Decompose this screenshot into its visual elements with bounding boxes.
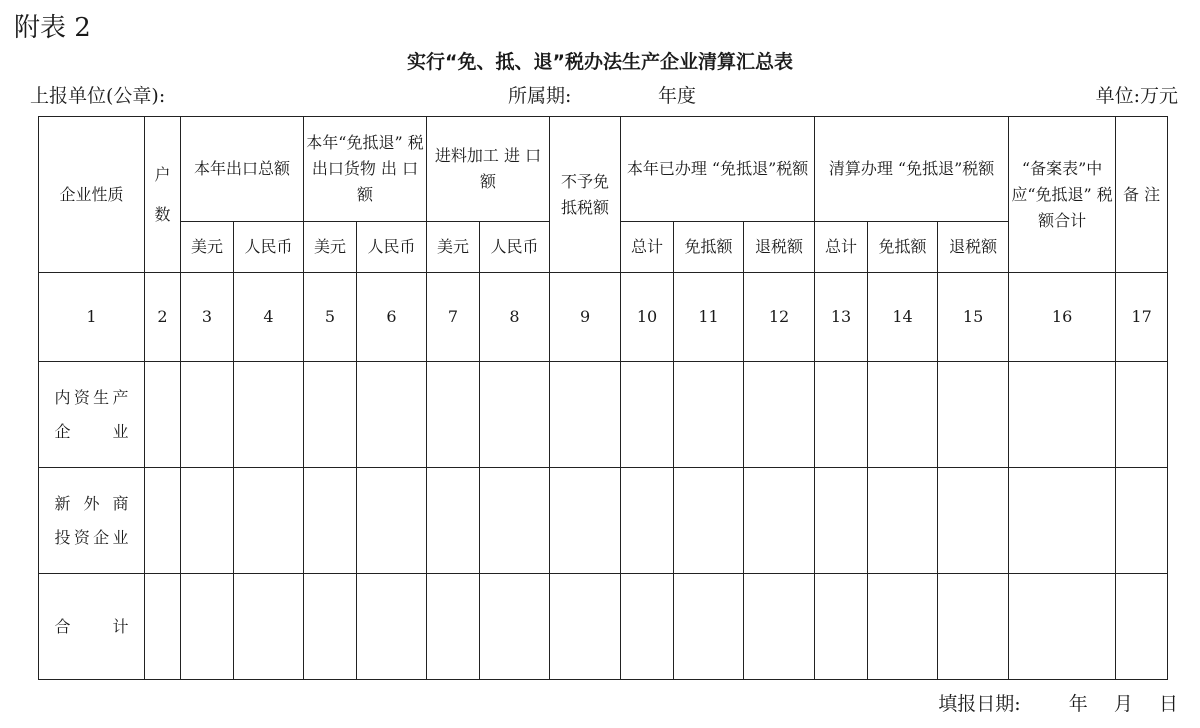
data-cell[interactable] <box>938 574 1009 680</box>
data-cell[interactable] <box>145 362 181 468</box>
data-cell[interactable] <box>868 574 938 680</box>
column-number: 12 <box>744 273 815 362</box>
header-settlement-exempt-offset: 免抵额 <box>868 222 938 273</box>
data-cell[interactable] <box>674 468 744 574</box>
data-cell[interactable] <box>550 362 621 468</box>
column-number: 17 <box>1116 273 1168 362</box>
header-remarks: 备 注 <box>1116 117 1168 273</box>
header-processing-import: 进料加工 进 口 额 <box>427 117 550 222</box>
data-cell[interactable] <box>815 362 868 468</box>
header-no-exemption: 不予免 抵税额 <box>550 117 621 273</box>
data-cell[interactable] <box>234 468 304 574</box>
column-number: 10 <box>621 273 674 362</box>
data-cell[interactable] <box>815 468 868 574</box>
data-cell[interactable] <box>357 362 427 468</box>
header-households: 户数 <box>145 117 181 273</box>
page-title: 实行“免、抵、退”税办法生产企业清算汇总表 <box>407 51 793 73</box>
header-enterprise-type: 企业性质 <box>39 117 145 273</box>
data-cell[interactable] <box>938 468 1009 574</box>
data-cell[interactable] <box>550 574 621 680</box>
data-cell[interactable] <box>868 362 938 468</box>
data-cell[interactable] <box>621 468 674 574</box>
header-settlement: 清算办理 “免抵退”税额 <box>815 117 1009 222</box>
data-cell[interactable] <box>357 574 427 680</box>
data-cell[interactable] <box>1116 362 1168 468</box>
data-cell[interactable] <box>480 362 550 468</box>
data-cell[interactable] <box>427 362 480 468</box>
column-number: 1 <box>39 273 145 362</box>
data-cell[interactable] <box>480 468 550 574</box>
column-number: 14 <box>868 273 938 362</box>
header-mdt-usd: 美元 <box>304 222 357 273</box>
column-number: 13 <box>815 273 868 362</box>
data-cell[interactable] <box>744 362 815 468</box>
row-label-domestic: 内资生产 企 业 <box>39 362 145 468</box>
period-label: 所属期: <box>508 85 572 107</box>
header-filing-total: “备案表”中 应“免抵退” 税额合计 <box>1009 117 1116 273</box>
column-number: 11 <box>674 273 744 362</box>
currency-unit-label: 单位:万元 <box>1095 85 1178 107</box>
header-handled-this-year: 本年已办理 “免抵退”税额 <box>621 117 815 222</box>
settlement-summary-table <box>38 116 1168 680</box>
data-cell[interactable] <box>181 468 234 574</box>
data-cell[interactable] <box>234 362 304 468</box>
data-cell[interactable] <box>304 468 357 574</box>
data-cell[interactable] <box>145 574 181 680</box>
header-export-usd: 美元 <box>181 222 234 273</box>
header-import-usd: 美元 <box>427 222 480 273</box>
data-cell[interactable] <box>480 574 550 680</box>
row-label-total: 合 计 <box>39 574 145 680</box>
data-cell[interactable] <box>304 574 357 680</box>
row-label-foreign: 新 外 商 投资企业 <box>39 468 145 574</box>
data-cell[interactable] <box>744 574 815 680</box>
data-cell[interactable] <box>304 362 357 468</box>
fill-date-year: 年 <box>1068 693 1088 715</box>
data-cell[interactable] <box>357 468 427 574</box>
header-handled-total: 总计 <box>621 222 674 273</box>
column-number: 15 <box>938 273 1009 362</box>
data-cell[interactable] <box>674 362 744 468</box>
data-cell[interactable] <box>181 574 234 680</box>
data-cell[interactable] <box>181 362 234 468</box>
table-row-foreign <box>39 468 1168 574</box>
fill-date-day: 日 <box>1158 693 1178 715</box>
data-cell[interactable] <box>234 574 304 680</box>
table-row-domestic <box>39 362 1168 468</box>
data-cell[interactable] <box>427 468 480 574</box>
column-number: 7 <box>427 273 480 362</box>
header-row-1 <box>39 117 1168 222</box>
data-cell[interactable] <box>1009 468 1116 574</box>
column-number: 4 <box>234 273 304 362</box>
fill-date-month: 月 <box>1113 693 1133 715</box>
data-cell[interactable] <box>868 468 938 574</box>
period-year-label: 年度 <box>658 85 697 107</box>
column-number-row <box>39 273 1168 362</box>
column-number: 8 <box>480 273 550 362</box>
data-cell[interactable] <box>1009 574 1116 680</box>
header-settlement-total: 总计 <box>815 222 868 273</box>
header-handled-exempt-offset: 免抵额 <box>674 222 744 273</box>
column-number: 9 <box>550 273 621 362</box>
data-cell[interactable] <box>1116 574 1168 680</box>
data-cell[interactable] <box>744 468 815 574</box>
header-handled-refund: 退税额 <box>744 222 815 273</box>
header-import-rmb: 人民币 <box>480 222 550 273</box>
data-cell[interactable] <box>674 574 744 680</box>
header-export-rmb: 人民币 <box>234 222 304 273</box>
column-number: 2 <box>145 273 181 362</box>
data-cell[interactable] <box>621 362 674 468</box>
header-export-total: 本年出口总额 <box>181 117 304 222</box>
header-mdt-export: 本年“免抵退” 税出口货物 出 口 额 <box>304 117 427 222</box>
header-mdt-rmb: 人民币 <box>357 222 427 273</box>
data-cell[interactable] <box>145 468 181 574</box>
data-cell[interactable] <box>1009 362 1116 468</box>
fill-date-label: 填报日期: <box>938 693 1021 715</box>
appendix-label: 附表 2 <box>14 13 91 43</box>
column-number: 3 <box>181 273 234 362</box>
data-cell[interactable] <box>815 574 868 680</box>
data-cell[interactable] <box>938 362 1009 468</box>
reporting-unit-label: 上报单位(公章): <box>30 85 166 107</box>
data-cell[interactable] <box>427 574 480 680</box>
data-cell[interactable] <box>621 574 674 680</box>
header-settlement-refund: 退税额 <box>938 222 1009 273</box>
data-cell[interactable] <box>550 468 621 574</box>
column-number: 6 <box>357 273 427 362</box>
column-number: 5 <box>304 273 357 362</box>
data-cell[interactable] <box>1116 468 1168 574</box>
column-number: 16 <box>1009 273 1116 362</box>
table-row-total <box>39 574 1168 680</box>
fill-date <box>938 690 1178 718</box>
